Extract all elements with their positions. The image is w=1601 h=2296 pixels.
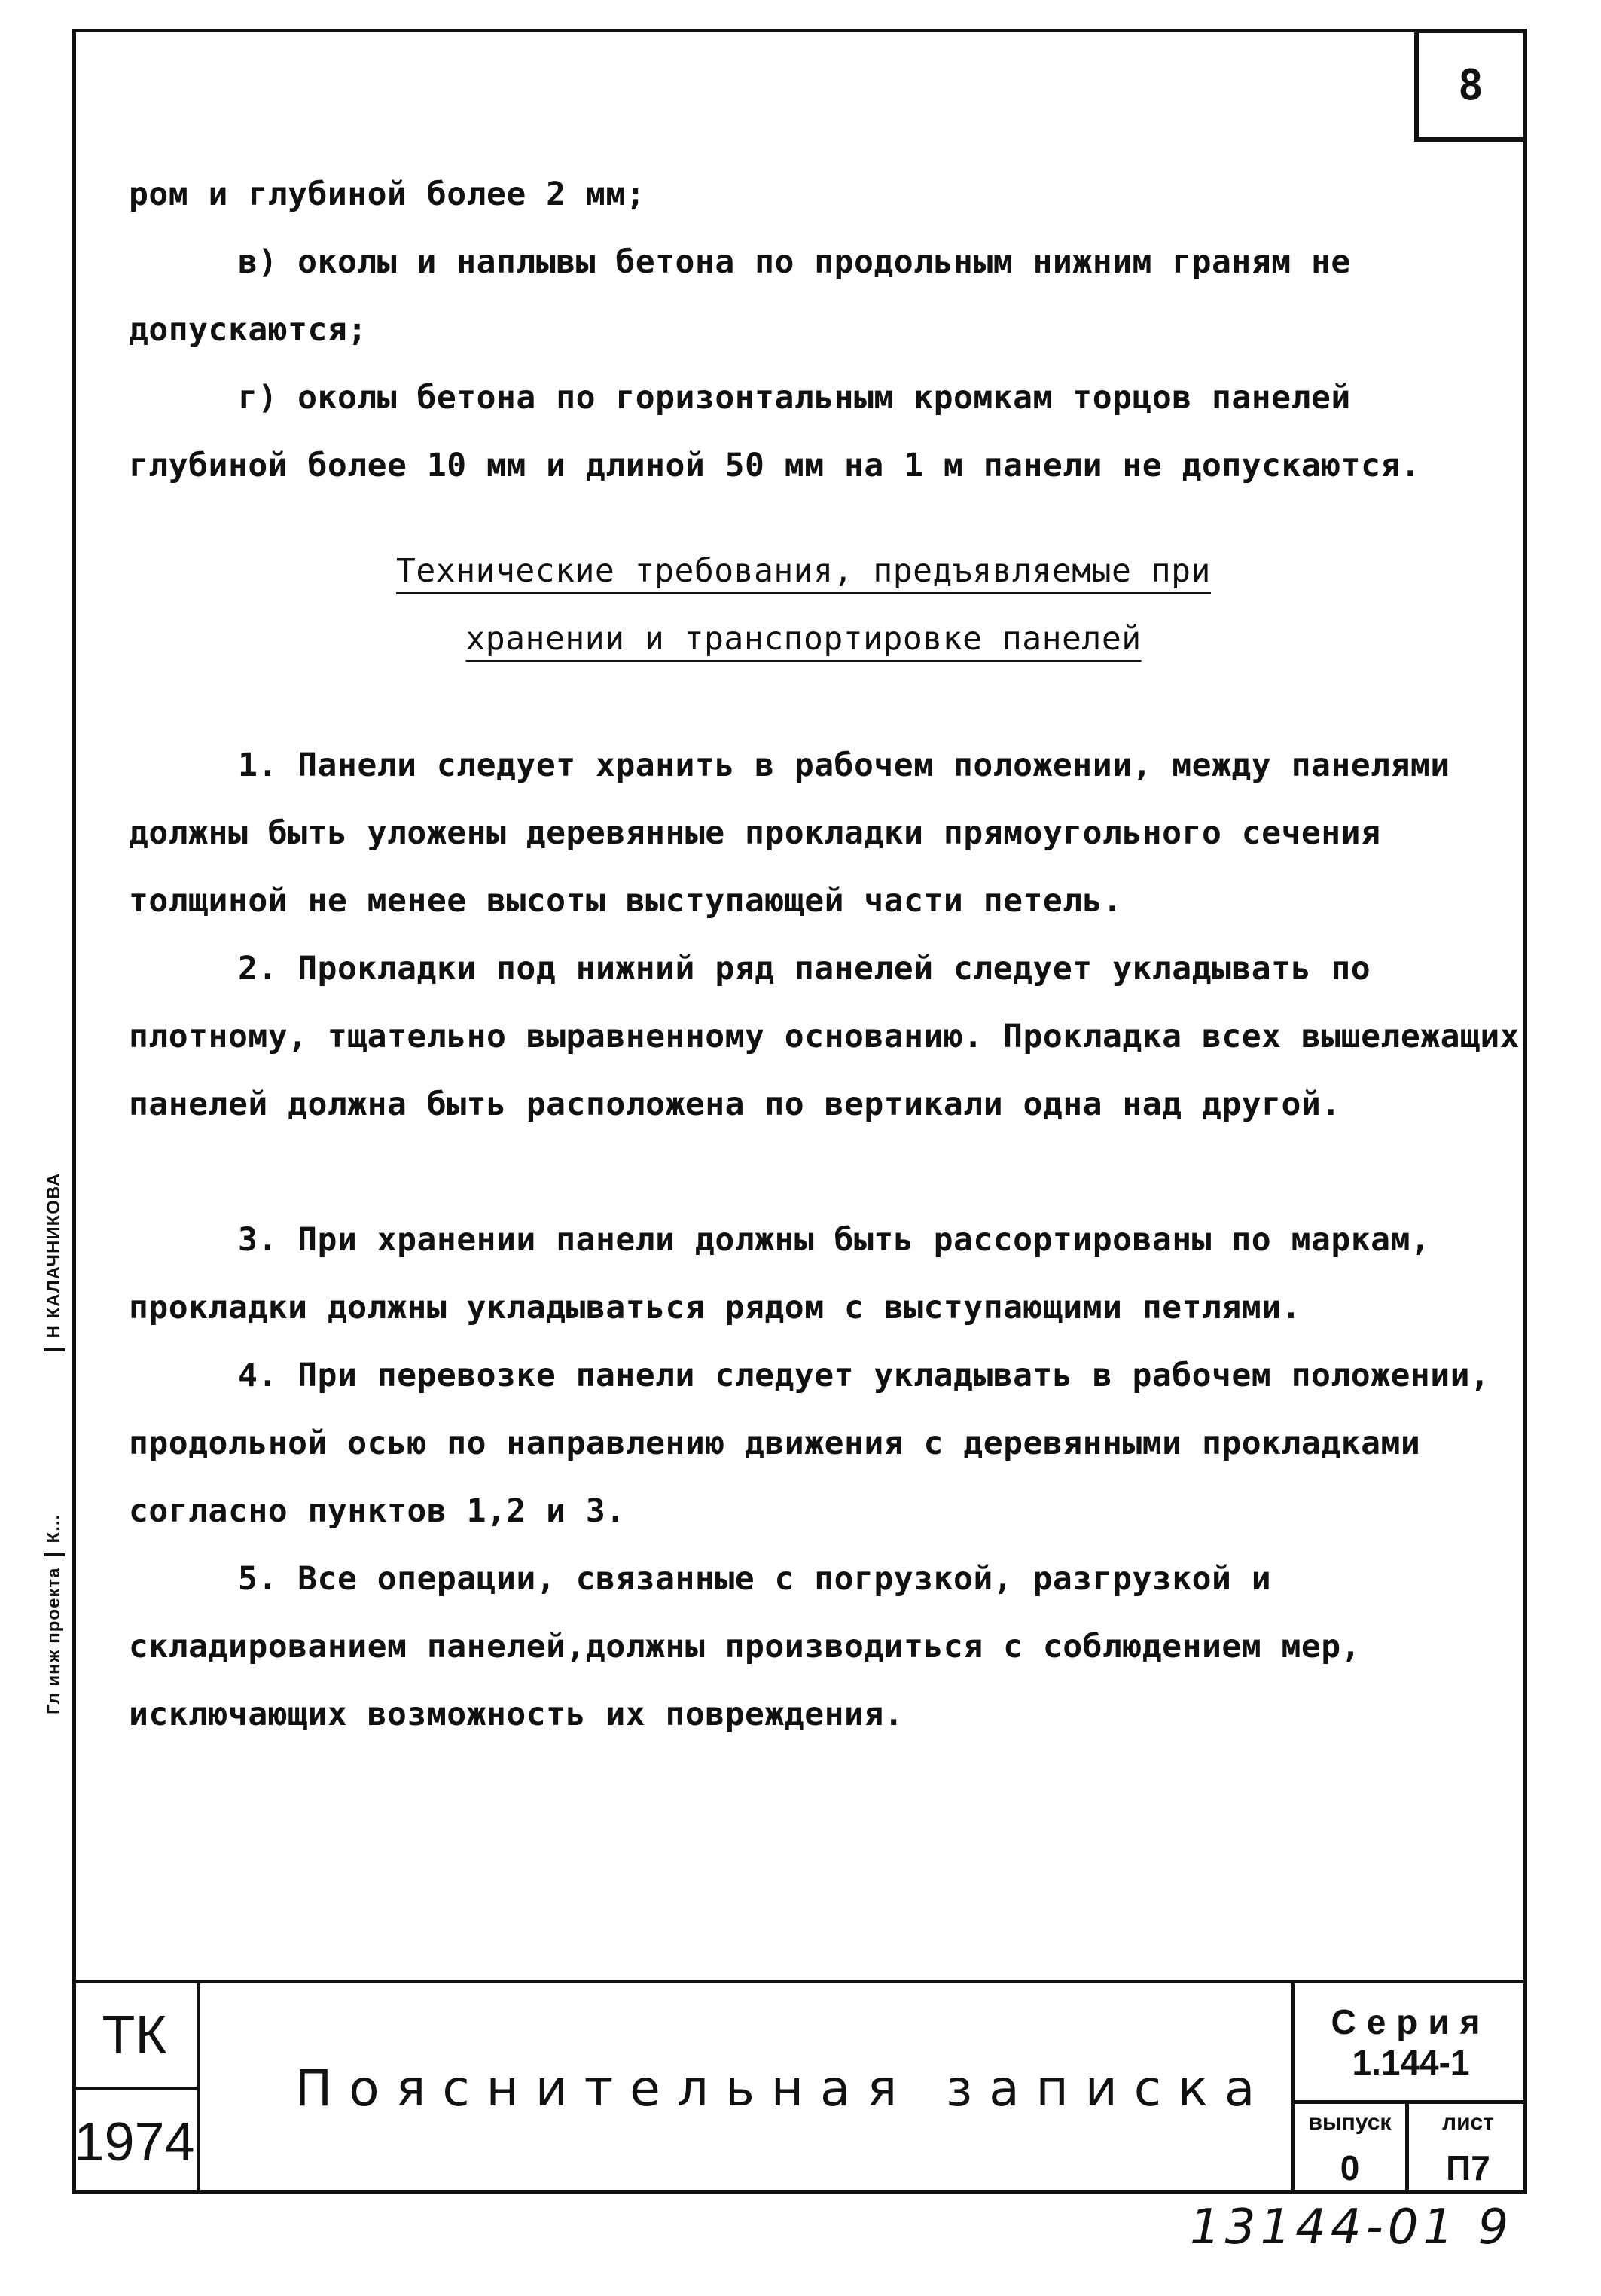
archive-number: 13144-01 9 xyxy=(1190,2200,1514,2255)
list-item-1: 1. Панели следует хранить в рабочем положении, между панелями должны быть уложены деревянные прокладки прямоугольного сечения толщиной не менее высоты выступающей части петель. xyxy=(129,747,1450,920)
intro-line-1: ром и глубиной более 2 мм; xyxy=(129,176,646,213)
section-heading-line-1 xyxy=(76,533,1531,609)
title-block-year: 1974 xyxy=(72,2090,200,2194)
intro-item-v: в) околы и наплывы бетона по продольным нижним граням не допускаются; xyxy=(129,243,1351,349)
page-frame xyxy=(72,29,1527,2194)
issue-value: 0 xyxy=(1291,2142,1409,2194)
issue-label: выпуск xyxy=(1291,2104,1409,2142)
stamp-signature: К... xyxy=(44,1351,65,1556)
sheet-number: 8 xyxy=(1414,29,1527,142)
title-block-org: ТК xyxy=(72,1983,200,2090)
list-item-5: 5. Все операции, связанные с погрузкой, разгрузкой и складированием панелей,должны производиться с соблюдением мер, исключающих возможность их повреждения. xyxy=(129,1560,1362,1733)
section-heading-text-2: хранении и транспортировке панелей xyxy=(465,620,1142,658)
section-heading-text-1: Технические требования, предъявляемые при xyxy=(396,552,1211,590)
stamp-position: Гл инж проекта xyxy=(44,1567,64,1714)
series-cell xyxy=(1291,1983,1527,2104)
list-item-2: 2. Прокладки под нижний ряд панелей следует укладывать по плотному, тщательно выравненному основанию. Прокладка всех вышележащих панелей должна быть расположена по вертикали одна над другой. xyxy=(129,950,1520,1123)
sheet-value: П7 xyxy=(1446,2148,1490,2188)
list-item-3: 3. При хранении панели должны быть рассортированы по маркам, прокладки должны укладываться рядом с выступающими петлями. xyxy=(129,1221,1431,1327)
series-label: Серия xyxy=(1331,2001,1491,2041)
sheet-label: лист xyxy=(1442,2110,1494,2135)
section-heading-line-2 xyxy=(76,601,1531,676)
stamp-name: Н КАЛАЧНИКОВА xyxy=(44,1162,65,1352)
intro-item-g: г) околы бетона по горизонтальным кромкам торцов панелей глубиной более 10 мм и длиной 50 мм на 1 м панели не допускаются. xyxy=(129,379,1421,484)
list-item-4: 4. При перевозке панели следует укладывать в рабочем положении, продольной осью по направлению движения с деревянными прокладками согласно пунктов 1,2 и 3. xyxy=(129,1357,1490,1530)
title-block xyxy=(72,1980,1527,2194)
approval-side-stamp xyxy=(41,1122,68,1725)
document-title: Пояснительная записка xyxy=(294,2059,1272,2117)
series-value: 1.144-1 xyxy=(1352,2042,1470,2082)
